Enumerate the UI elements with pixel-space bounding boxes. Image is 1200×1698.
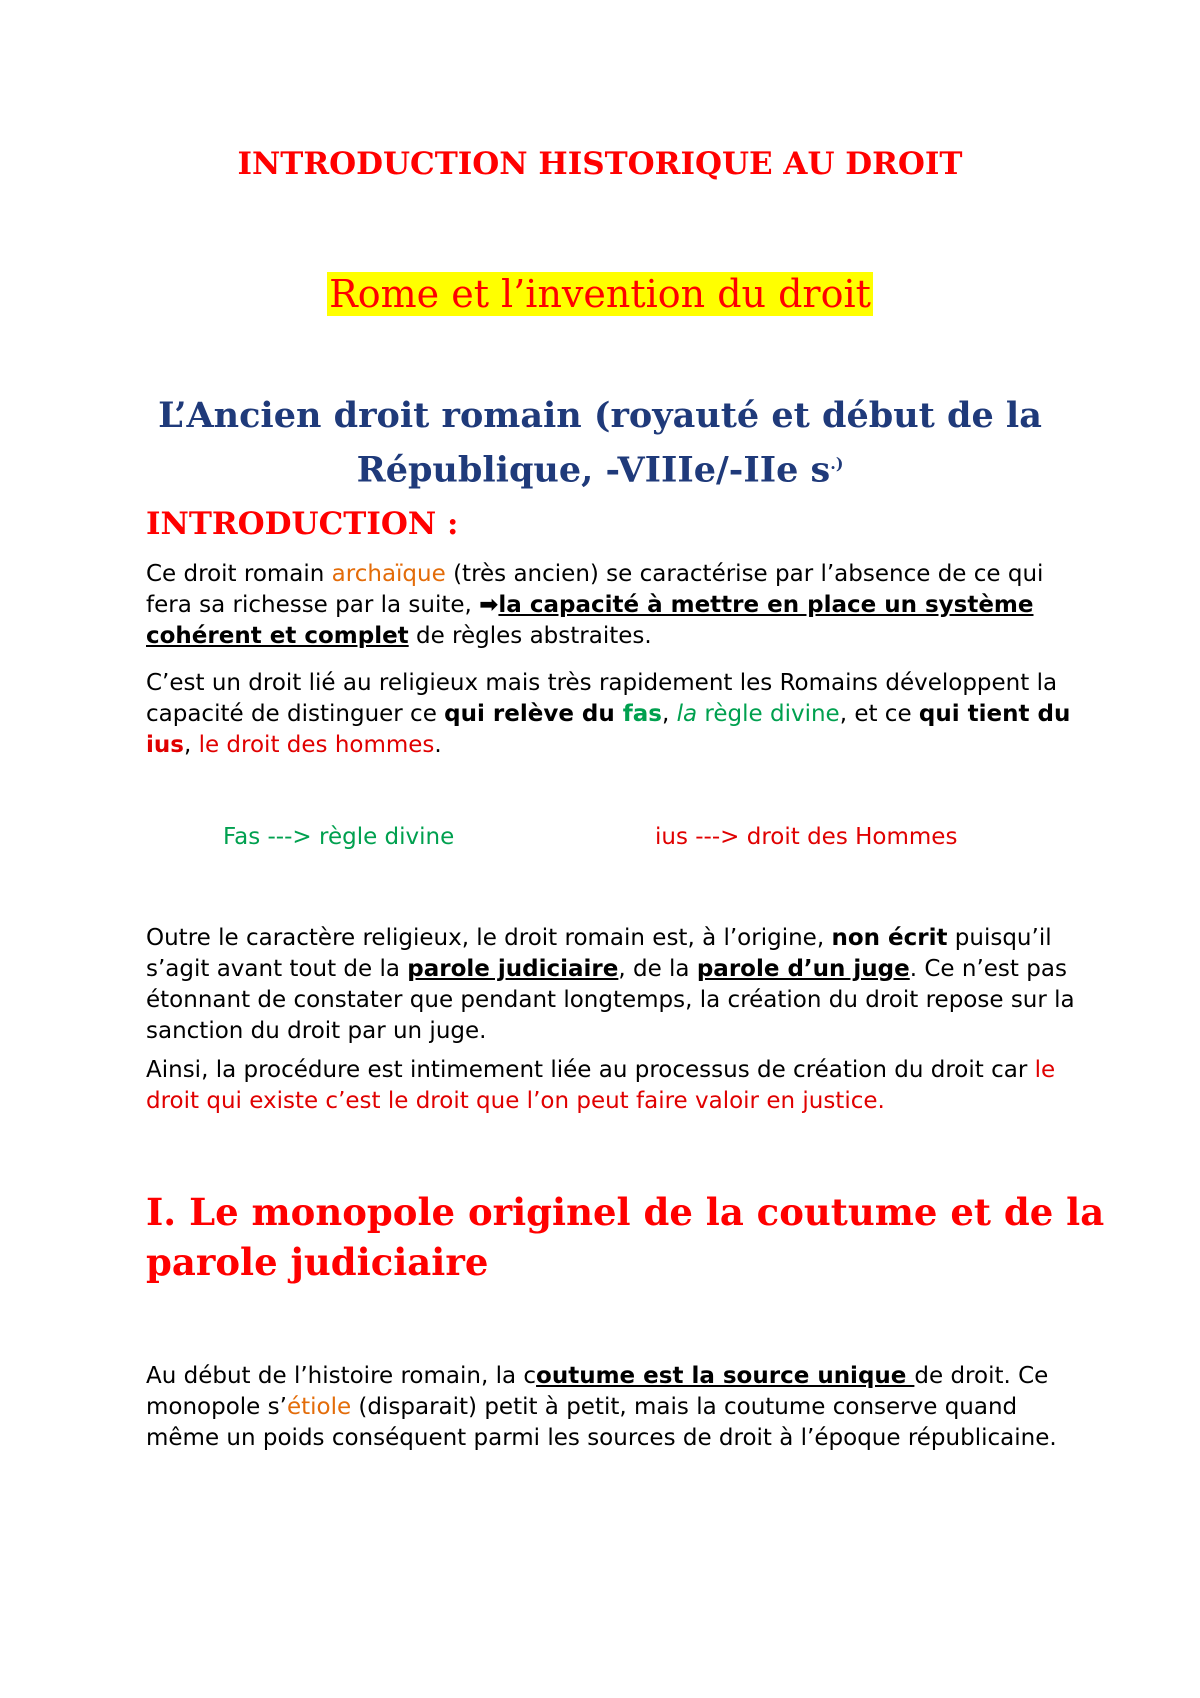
fas-definition: Fas ---> règle divine	[223, 824, 455, 850]
p3-non-ecrit: non écrit	[831, 925, 948, 951]
section-heading-1: I. Le monopole originel de la coutume et de la parole judiciaire	[146, 1190, 1105, 1284]
paragraph-coutume	[146, 1361, 1076, 1454]
heading-ancien-droit	[120, 392, 1080, 495]
p4-red-text: le droit qui existe c’est le droit que l’on peut faire valoir en justice.	[146, 1057, 1056, 1114]
p1-text-3: de règles abstraites.	[408, 623, 652, 649]
p5-text-1: Au début de l’histoire romain, la c	[146, 1363, 537, 1389]
p3-text-3: , de la	[618, 956, 697, 982]
p5-text-2: de droit. Ce monopole s’	[146, 1363, 1049, 1420]
p3-parole-juge: parole d’un juge	[696, 956, 910, 982]
heading-ancien-droit-text: L’Ancien droit romain (royauté et début de la République, -VIIIe/-IIe s	[158, 395, 1042, 491]
paragraph-procedure	[146, 1055, 1076, 1117]
p3-text-4: . Ce n’est pas étonnant de constater que pendant longtemps, la création du droit repose sur la sanction du droit par un juge.	[146, 956, 1075, 1044]
paragraph-non-ecrit	[146, 923, 1076, 1047]
introduction-heading: INTRODUCTION :	[146, 506, 459, 542]
p2-la-italic: la	[676, 701, 698, 727]
p5-etiole: étiole	[286, 1394, 352, 1420]
p2-text-3: , et ce	[839, 701, 919, 727]
p3-text-2: puisqu’il s’agit avant tout de la	[146, 925, 1052, 982]
p1-key-phrase: la capacité à mettre en place un système cohérent et complet	[146, 592, 1034, 649]
paragraph-fas-ius	[146, 668, 1076, 761]
p2-bold-2: qui tient du	[918, 701, 1071, 727]
p2-text-5: .	[434, 732, 442, 758]
p5-text-3: (disparait) petit à petit, mais la coutume conserve quand même un poids conséquent parmi les sources de droit à l’époque républicaine.	[146, 1394, 1057, 1451]
p1-text-1: Ce droit romain	[146, 561, 332, 587]
p2-regle-divine: règle divine	[697, 701, 840, 727]
p2-text-4: ,	[183, 732, 199, 758]
paragraph-archaique	[146, 559, 1076, 652]
p4-text-1: Ainsi, la procédure est intimement liée au processus de création du droit car	[146, 1057, 1035, 1083]
document-subtitle	[0, 270, 1200, 318]
p2-droit-hommes: le droit des hommes	[198, 732, 435, 758]
p2-fas: fas	[622, 701, 662, 727]
p5-coutume: outume est la source unique	[536, 1363, 915, 1389]
p1-archaique: archaïque	[331, 561, 446, 587]
heading-ancien-droit-sup: .)	[830, 454, 844, 473]
p3-parole-judiciaire: parole judiciaire	[407, 956, 619, 982]
document-title: INTRODUCTION HISTORIQUE AU DROIT	[237, 146, 963, 182]
subtitle-highlight: Rome et l’invention du droit	[329, 272, 871, 316]
arrow-icon: ➡	[479, 592, 499, 618]
p3-text-1: Outre le caractère religieux, le droit romain est, à l’origine,	[146, 925, 832, 951]
p2-ius: ius	[146, 732, 184, 758]
p2-text-2: ,	[662, 701, 677, 727]
p1-text-2: (très ancien) se caractérise par l’absence de ce qui fera sa richesse par la suite,	[146, 561, 1044, 618]
p2-bold-1: qui relève du	[444, 701, 623, 727]
ius-definition: ius ---> droit des Hommes	[655, 824, 958, 850]
p2-text-1: C’est un droit lié au religieux mais très rapidement les Romains développent la capacité de distinguer ce	[146, 670, 1058, 727]
